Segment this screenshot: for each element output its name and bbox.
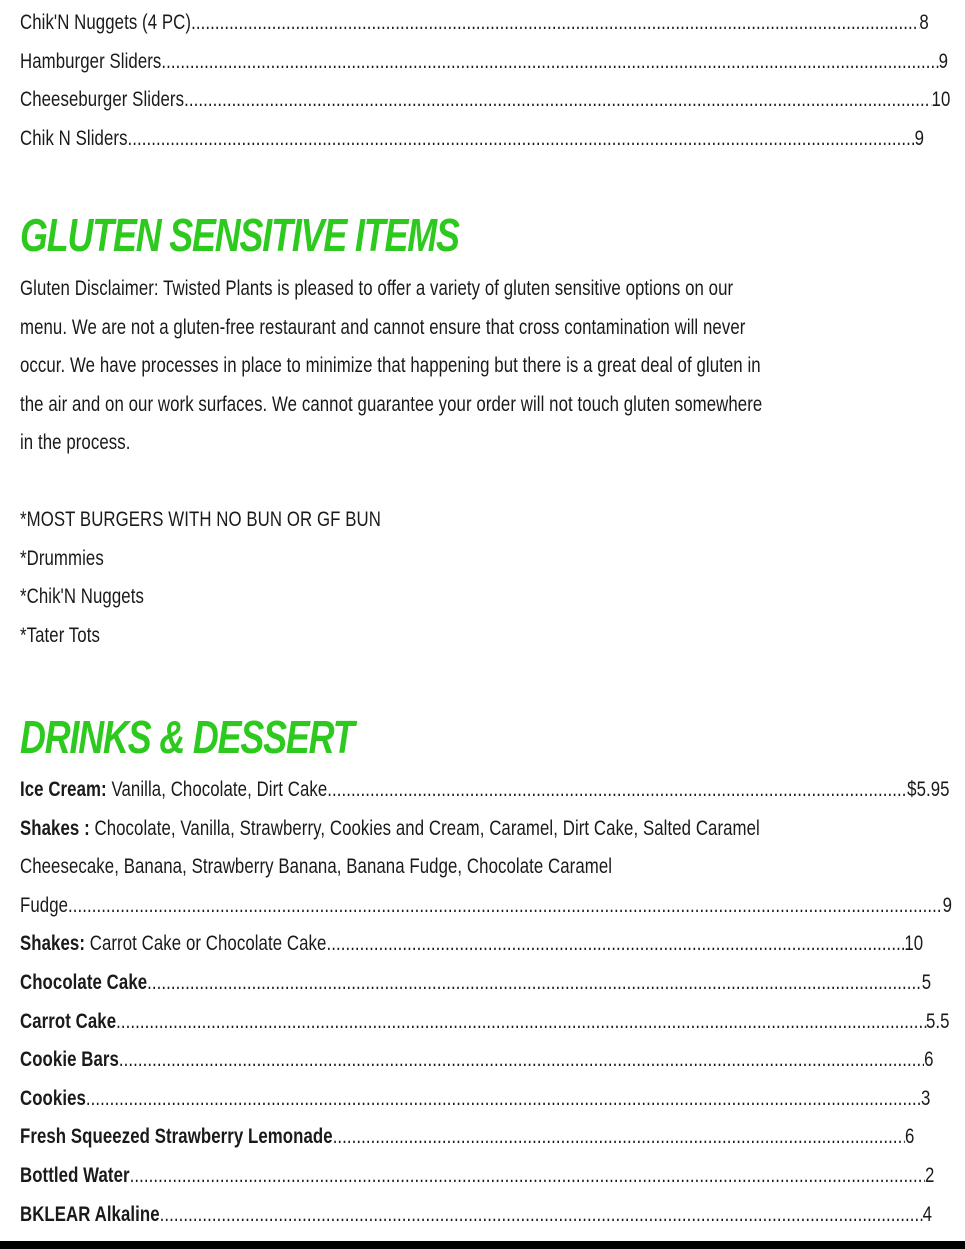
- leader-dots: [128, 120, 915, 159]
- leader-dots: [116, 1003, 926, 1042]
- leader-dots: [119, 1041, 924, 1080]
- disclaimer-line: the air and on our work surfaces. We cannot guarantee your order will not touch gluten somewhere: [20, 392, 763, 416]
- gluten-section-heading: GLUTEN SENSITIVE ITEMS: [20, 209, 459, 261]
- disclaimer-line: Gluten Disclaimer: Twisted Plants is pleased to offer a variety of gluten sensitive options on our: [20, 277, 734, 300]
- item-desc: Fudge: [20, 893, 69, 917]
- menu-item-row: [20, 1041, 934, 1080]
- gluten-disclaimer: [20, 270, 965, 463]
- item-price: 9: [942, 893, 952, 917]
- item-price: 9: [914, 126, 924, 150]
- leader-dots: [205, 4, 919, 43]
- leader-dots: [327, 771, 907, 810]
- item-label: Shakes :: [20, 816, 90, 840]
- shakes-row-end: [20, 887, 952, 926]
- disclaimer-line: in the process.: [20, 431, 131, 455]
- item-price: 3: [920, 1086, 931, 1110]
- item-price: 10: [931, 88, 951, 112]
- ice-cream-row: [20, 771, 950, 810]
- item-name: BKLEAR Alkaline: [20, 1202, 160, 1226]
- leader-dots: [86, 1080, 921, 1119]
- item-name: Chocolate Cake: [20, 970, 148, 994]
- menu-item-row: [20, 1080, 930, 1119]
- menu-item-row: [20, 81, 950, 120]
- menu-item-row: [20, 1196, 932, 1235]
- item-price: 10: [904, 932, 924, 956]
- shakes-cake-row: [20, 925, 923, 964]
- disclaimer-line: occur. We have processes in place to minimize that happening but there is a great deal of gluten in: [20, 354, 761, 378]
- item-name: Bottled Water: [20, 1163, 130, 1187]
- list-item: *Drummies: [20, 546, 104, 570]
- item-price: 4: [922, 1202, 932, 1226]
- leader-dots: [326, 925, 904, 964]
- item-price: 2: [924, 1163, 935, 1187]
- item-price: 6: [924, 1048, 934, 1072]
- menu-item-row: [20, 120, 924, 159]
- leader-dots: [184, 81, 931, 120]
- menu-item-row: [20, 43, 948, 82]
- drinks-items-list: [20, 771, 965, 1234]
- leader-dots: [160, 1196, 923, 1235]
- item-price: 9: [938, 49, 948, 73]
- gluten-items-list: [20, 501, 471, 655]
- list-item: *Tater Tots: [20, 623, 100, 647]
- item-desc: Carrot Cake or Chocolate Cake: [85, 932, 327, 956]
- disclaimer-line: menu. We are not a gluten-free restaurant and cannot ensure that cross contamination will never: [20, 315, 746, 339]
- list-item: *Chik'N Nuggets: [20, 585, 144, 609]
- leader-dots: [161, 43, 938, 82]
- item-desc: Vanilla, Chocolate, Dirt Cake: [106, 778, 328, 801]
- leader-dots: [147, 964, 922, 1003]
- item-price: 6: [904, 1125, 915, 1149]
- menu-item-row: [20, 964, 931, 1003]
- shakes-row: [20, 810, 956, 849]
- item-name: Cheeseburger Sliders: [20, 88, 185, 112]
- bottom-divider-bar: [0, 1241, 965, 1249]
- item-name: Cookies: [20, 1086, 86, 1110]
- menu-item-row: [20, 1118, 914, 1157]
- item-name: Chik'N Nuggets (4 PC)...: [20, 11, 206, 34]
- item-price: 8: [919, 11, 929, 34]
- item-price: 5: [921, 970, 932, 994]
- item-label: Shakes:: [20, 932, 85, 956]
- item-name: Cookie Bars: [20, 1048, 119, 1072]
- menu-item-row: [20, 1003, 950, 1042]
- item-desc: Chocolate, Vanilla, Strawberry, Cookies and Cream, Caramel, Dirt Cake, Salted Caramel: [89, 816, 760, 840]
- top-items-list: [20, 4, 965, 158]
- menu-item-row: [20, 1157, 934, 1196]
- menu-item-row: [20, 4, 929, 43]
- leader-dots: [68, 887, 943, 926]
- leader-dots: [333, 1118, 905, 1157]
- list-item: *MOST BURGERS WITH NO BUN OR GF BUN: [20, 508, 381, 531]
- item-label: Ice Cream:: [20, 778, 107, 801]
- drinks-section-heading: DRINKS & DESSERT: [20, 711, 354, 763]
- item-name: Chik N Sliders: [20, 126, 128, 150]
- item-name: Carrot Cake: [20, 1009, 117, 1033]
- item-price: 5.5: [926, 1009, 950, 1033]
- shakes-row-continued: Cheesecake, Banana, Strawberry Banana, Banana Fudge, Chocolate Caramel: [20, 855, 613, 879]
- item-name: Hamburger Sliders: [20, 49, 162, 73]
- leader-dots: [130, 1157, 925, 1196]
- item-name: Fresh Squeezed Strawberry Lemonade: [20, 1125, 333, 1149]
- item-price: $5.95: [907, 778, 950, 801]
